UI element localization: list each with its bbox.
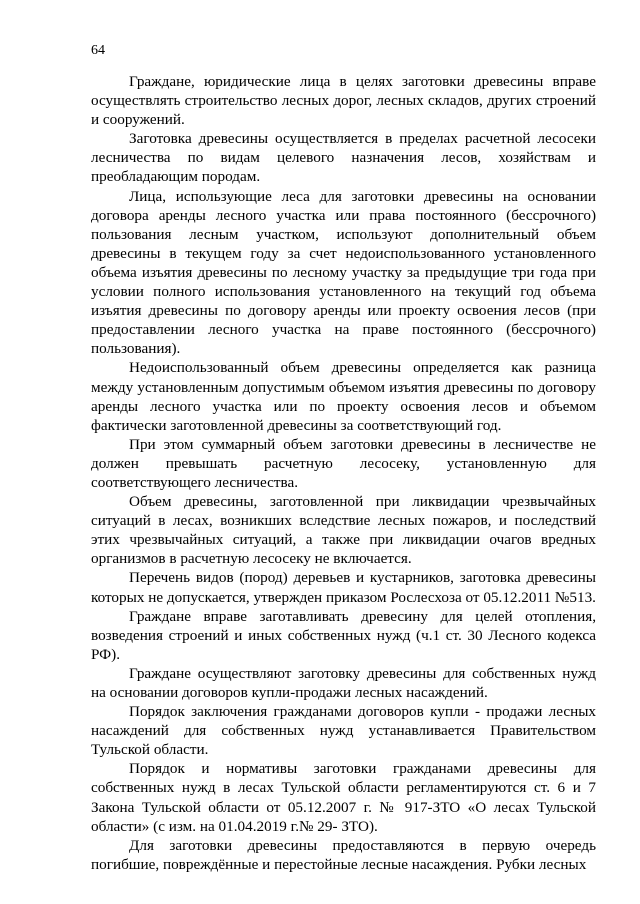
- paragraph: Объем древесины, заготовленной при ликвидации чрезвычайных ситуаций в лесах, возникших вследствие лесных пожаров, и последствий этих чрезвычайных ситуаций, а также при ликвидации очагов вредных организмов в расчетную лесосеку не включается.: [91, 493, 596, 568]
- paragraph: Лица, использующие леса для заготовки древесины на основании договора аренды лесного участка или права постоянного (бессрочного) пользования лесным участком, используют дополнительный объем древесины в текущем году за счет недоиспользованного установленного объема изъятия древесины по лесному участку за предыдущие три года при условии полного использования установленного на текущий год объема изъятия древесины по договору аренды или проекту освоения лесов (при предоставлении лесного участка на праве постоянного (бессрочного) пользования).: [91, 187, 596, 358]
- page-number: 64: [91, 43, 105, 58]
- paragraph: Заготовка древесины осуществляется в пределах расчетной лесосеки лесничества по видам целевого назначения лесов, хозяйствам и преобладающим породам.: [91, 130, 596, 186]
- paragraph: Граждане, юридические лица в целях заготовки древесины вправе осуществлять строительство лесных дорог, лесных складов, других строений и сооружений.: [91, 73, 596, 129]
- paragraph: Граждане осуществляют заготовку древесины для собственных нужд на основании договоров купли-продажи лесных насаждений.: [91, 664, 596, 701]
- paragraph: Порядок и нормативы заготовки гражданами древесины для собственных нужд в лесах Тульской области регламентируются ст. 6 и 7 Закона Тульской области от 05.12.2007 г. № 917-ЗТО «О лесах Тульской области» (с изм. на 01.04.2019 г.№ 29- ЗТО).: [91, 760, 596, 835]
- paragraph: Недоиспользованный объем древесины определяется как разница между установленным допустимым объемом изъятия древесины по договору аренды лесного участка или по проекту освоения лесов и объемом фактически заготовленной древесины за соответствующий год.: [91, 359, 596, 434]
- paragraph: Перечень видов (пород) деревьев и кустарников, заготовка древесины которых не допускается, утвержден приказом Рослесхоза от 05.12.2011 №513.: [91, 569, 596, 606]
- document-body: [91, 72, 596, 874]
- paragraph: Граждане вправе заготавливать древесину для целей отопления, возведения строений и иных собственных нужд (ч.1 ст. 30 Лесного кодекса РФ).: [91, 607, 596, 663]
- paragraph: Для заготовки древесины предоставляются в первую очередь погибшие, повреждённые и перестойные лесные насаждения. Рубки лесных: [91, 836, 596, 873]
- paragraph: При этом суммарный объем заготовки древесины в лесничестве не должен превышать расчетную лесосеку, установленную для соответствующего лесничества.: [91, 435, 596, 491]
- paragraph: Порядок заключения гражданами договоров купли - продажи лесных насаждений для собственных нужд устанавливается Правительством Тульской области.: [91, 703, 596, 759]
